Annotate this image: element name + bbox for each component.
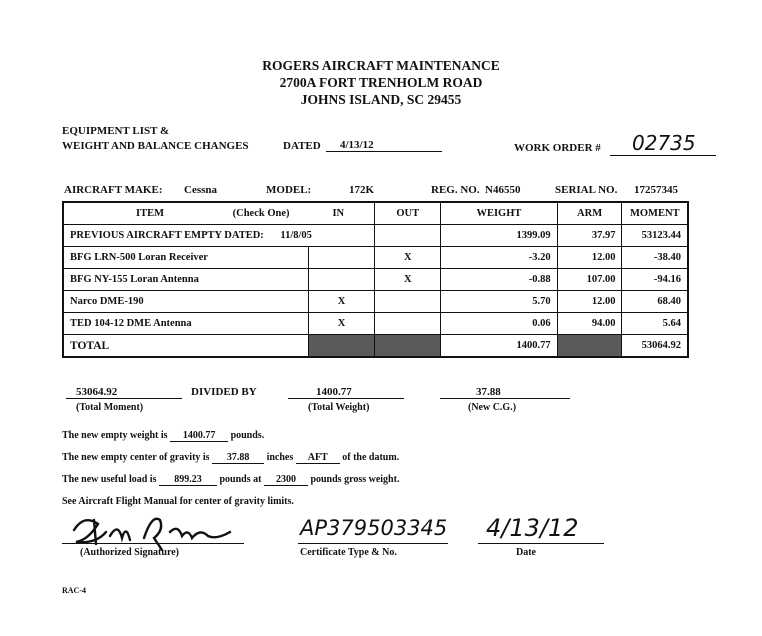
division-cg-value: 37.88 (440, 386, 570, 399)
date-line (478, 543, 604, 544)
row-arm: 12.00 (557, 291, 622, 313)
work-order-label: WORK ORDER # (514, 142, 601, 154)
certificate-line (298, 543, 448, 544)
table-row (63, 247, 688, 269)
division-weight-value: 1400.77 (288, 386, 404, 399)
table-row (63, 269, 688, 291)
certificate-caption: Certificate Type & No. (300, 547, 397, 558)
row-weight: -0.88 (441, 269, 558, 291)
previous-label: PREVIOUS AIRCRAFT EMPTY DATED: (70, 230, 264, 241)
weight-balance-table (62, 201, 689, 358)
header-out: OUT (375, 202, 441, 225)
cg-direction: AFT (296, 452, 340, 464)
cg-value: 37.88 (212, 452, 264, 464)
row-moment: -94.16 (622, 269, 688, 291)
division-cg-caption: (New C.G.) (468, 402, 517, 413)
signature-date: 4/13/12 (486, 514, 579, 542)
empty-weight-statement (62, 430, 264, 442)
dated-value: 4/13/12 (326, 139, 442, 152)
total-out-shaded (375, 335, 441, 358)
row-weight: 0.06 (441, 313, 558, 335)
division-weight-caption: (Total Weight) (308, 402, 370, 413)
table-row (63, 291, 688, 313)
useful-mid: pounds at (219, 474, 262, 485)
row-in (308, 247, 375, 269)
previous-label-cell (63, 225, 375, 247)
header-item-cell (63, 202, 375, 225)
total-weight: 1400.77 (441, 335, 558, 358)
table-header-row (63, 202, 688, 225)
reg-value: N46550 (485, 184, 521, 196)
previous-arm: 37.97 (557, 225, 622, 247)
useful-load-statement (62, 474, 399, 486)
useful-load-value: 899.23 (159, 474, 217, 486)
dated-label: DATED (283, 140, 321, 152)
make-value: Cessna (184, 184, 218, 196)
previous-date: 11/8/05 (280, 230, 312, 241)
row-out (375, 291, 441, 313)
row-item: BFG NY-155 Loran Antenna (63, 269, 308, 291)
header-item: ITEM (135, 208, 164, 219)
total-label: TOTAL (63, 335, 308, 358)
make-label: AIRCRAFT MAKE: (64, 184, 163, 196)
row-weight: 5.70 (441, 291, 558, 313)
row-item: TED 104-12 DME Antenna (63, 313, 308, 335)
row-item: BFG LRN-500 Loran Receiver (63, 247, 308, 269)
reg-label: REG. NO. (431, 184, 480, 196)
row-out: X (375, 269, 441, 291)
previous-weight: 1399.09 (441, 225, 558, 247)
row-item: Narco DME-190 (63, 291, 308, 313)
header-check-one: (Check One) (232, 208, 290, 219)
row-arm: 107.00 (557, 269, 622, 291)
form-title-line2: WEIGHT AND BALANCE CHANGES (62, 140, 249, 152)
empty-weight-value: 1400.77 (170, 430, 228, 442)
row-moment: -38.40 (622, 247, 688, 269)
row-moment: 68.40 (622, 291, 688, 313)
header-moment: MOMENT (622, 202, 688, 225)
header-arm: ARM (557, 202, 622, 225)
row-arm: 12.00 (557, 247, 622, 269)
company-name: ROGERS AIRCRAFT MAINTENANCE (262, 58, 500, 73)
cg-statement (62, 452, 399, 464)
work-order-value: 02735 (610, 131, 716, 156)
total-arm-shaded (557, 335, 622, 358)
date-caption: Date (516, 547, 536, 558)
company-address-line1: 2700A FORT TRENHOLM ROAD (279, 75, 483, 90)
row-in: X (308, 313, 375, 335)
form-code: RAC-4 (62, 586, 86, 595)
serial-value: 17257345 (634, 184, 678, 196)
cg-mid: inches (266, 452, 294, 463)
total-row (63, 335, 688, 358)
model-label: MODEL: (266, 184, 312, 196)
previous-out (375, 225, 441, 247)
flight-manual-note: See Aircraft Flight Manual for center of gravity limits. (62, 496, 294, 507)
gross-weight-value: 2300 (264, 474, 308, 486)
divided-by-label: DIVIDED BY (191, 386, 257, 398)
row-arm: 94.00 (557, 313, 622, 335)
company-address-line2: JOHNS ISLAND, SC 29455 (300, 92, 462, 107)
row-weight: -3.20 (441, 247, 558, 269)
row-moment: 5.64 (622, 313, 688, 335)
previous-moment: 53123.44 (622, 225, 688, 247)
header-weight: WEIGHT (441, 202, 558, 225)
form-title-line1: EQUIPMENT LIST & (62, 125, 170, 137)
authorized-signature (66, 510, 250, 552)
useful-pre: The new useful load is (62, 474, 157, 485)
header-in: IN (332, 208, 345, 219)
signature-line (62, 543, 244, 544)
previous-row (63, 225, 688, 247)
certificate-number: AP379503345 (300, 516, 448, 540)
authorized-signature-caption: (Authorized Signature) (80, 547, 179, 558)
cg-post: of the datum. (342, 452, 400, 463)
serial-label: SERIAL NO. (555, 184, 618, 196)
total-in-shaded (308, 335, 375, 358)
model-value: 172K (349, 184, 375, 196)
row-out: X (375, 247, 441, 269)
division-moment-caption: (Total Moment) (76, 402, 144, 413)
total-moment: 53064.92 (622, 335, 688, 358)
empty-weight-pre: The new empty weight is (62, 430, 168, 441)
division-moment-value: 53064.92 (66, 386, 182, 399)
row-in: X (308, 291, 375, 313)
empty-weight-post: pounds. (230, 430, 265, 441)
row-out (375, 313, 441, 335)
cg-pre: The new empty center of gravity is (62, 452, 210, 463)
useful-post: pounds gross weight. (310, 474, 400, 485)
row-in (308, 269, 375, 291)
table-row (63, 313, 688, 335)
